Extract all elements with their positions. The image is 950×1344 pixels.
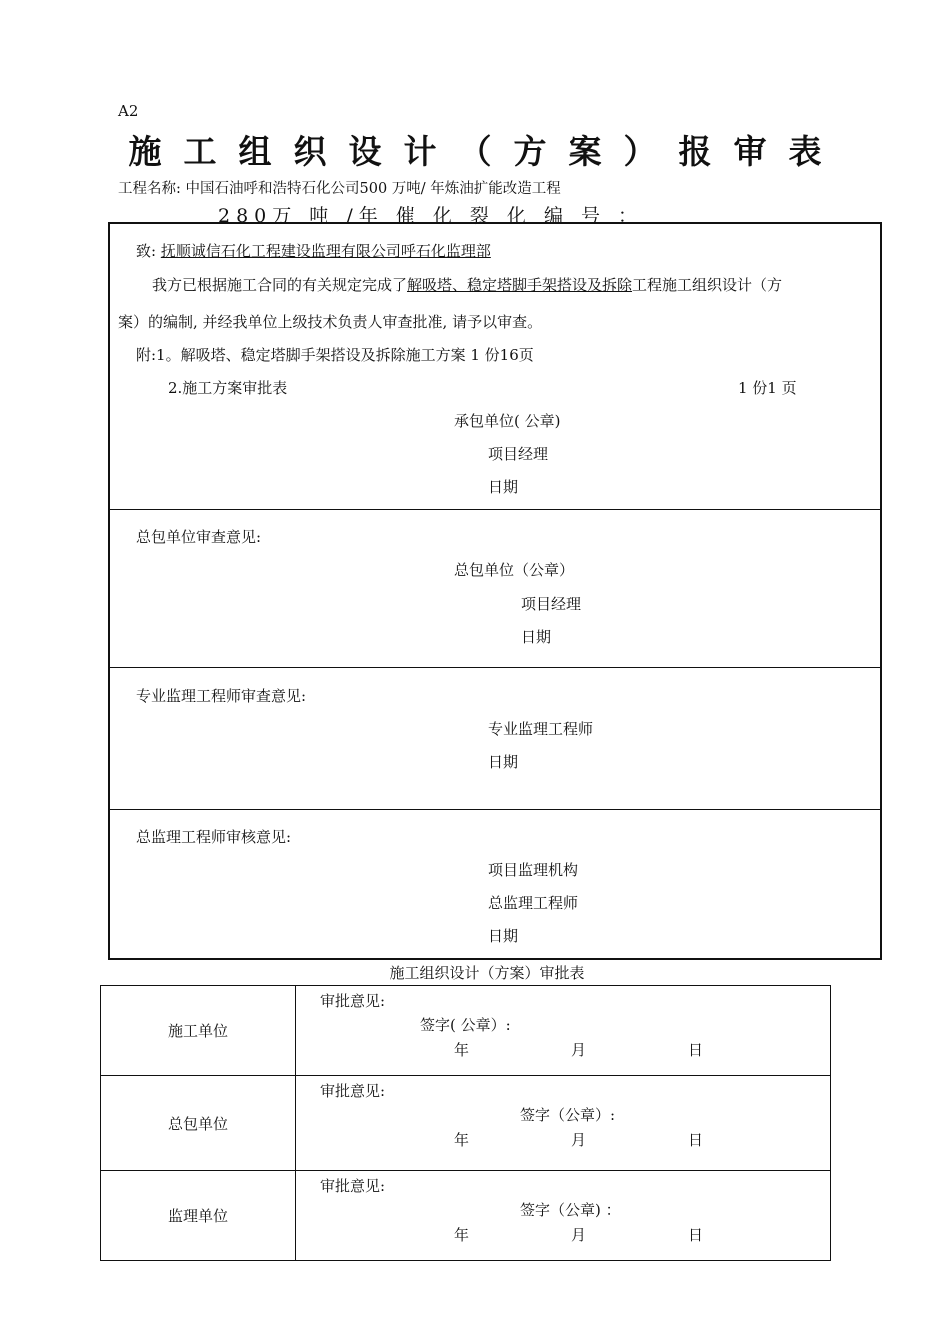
general-contractor-section	[110, 511, 880, 668]
addressee: 抚顺诚信石化工程建设监理有限公司呼石化监理部	[160, 242, 491, 260]
general-contractor-seal: 总包单位（公章）	[454, 561, 575, 579]
date-label: 日期	[488, 478, 519, 496]
specialist-engineer: 专业监理工程师	[488, 720, 594, 738]
unit-cell: 监理单位	[101, 1171, 296, 1261]
month-label: 月	[571, 1226, 587, 1244]
table-row	[101, 1076, 831, 1171]
chief-engineer: 总监理工程师	[488, 894, 579, 912]
date-label: 日期	[488, 753, 519, 771]
approval-table	[100, 985, 831, 1261]
opinion-cell	[296, 1171, 831, 1261]
submission-body: 我方已根据施工合同的有关规定完成了解吸塔、稳定塔脚手架搭设及拆除工程施工组织设计（方	[152, 276, 783, 294]
attachment-2-count: 1 份1 页	[738, 379, 797, 397]
attachment-2: 2.施工方案审批表	[168, 379, 288, 397]
document-code: A2	[118, 102, 139, 120]
month-label: 月	[571, 1041, 587, 1059]
addressee-line: 致: 抚顺诚信石化工程建设监理有限公司呼石化监理部	[136, 242, 491, 260]
signature-label: 签字（公章）:	[520, 1106, 616, 1124]
day-label: 日	[688, 1226, 704, 1244]
submission-body-line2: 案）的编制, 并经我单位上级技术负责人审查批准, 请予以审查。	[118, 313, 543, 331]
specialist-heading: 专业监理工程师审查意见:	[136, 687, 307, 705]
unit-cell: 总包单位	[101, 1076, 296, 1171]
signature-label: 签字（公章) ：	[520, 1201, 621, 1219]
general-contractor-heading: 总包单位审查意见:	[136, 528, 262, 546]
project-manager: 项目经理	[488, 445, 549, 463]
date-label: 日期	[488, 927, 519, 945]
opinion-label: 审批意见:	[320, 1177, 386, 1195]
opinion-label: 审批意见:	[320, 992, 386, 1010]
project-manager: 项目经理	[521, 595, 582, 613]
day-label: 日	[688, 1041, 704, 1059]
project-name-continued: 280万 吨 /年 催 化 裂 化 编 号 ：	[218, 205, 644, 227]
report-form	[108, 222, 882, 960]
supervision-org: 项目监理机构	[488, 861, 579, 879]
table-row	[101, 1171, 831, 1261]
contractor-seal: 承包单位( 公章)	[454, 412, 561, 430]
unit-cell: 施工单位	[101, 986, 296, 1076]
opinion-cell	[296, 1076, 831, 1171]
scheme-name: 解吸塔、稳定塔脚手架搭设及拆除	[407, 276, 633, 294]
opinion-cell	[296, 986, 831, 1076]
attachment-1: 附:1。解吸塔、稳定塔脚手架搭设及拆除施工方案 1 份16页	[136, 346, 534, 364]
submission-section	[110, 224, 880, 510]
specialist-section	[110, 669, 880, 810]
approval-table-title: 施工组织设计（方案）审批表	[389, 964, 585, 982]
page-title: 施工组织设计（方案）报审表	[128, 132, 844, 171]
project-name: 工程名称: 中国石油呼和浩特石化公司500 万吨/ 年炼油扩能改造工程	[118, 181, 561, 197]
date-label: 日期	[521, 628, 552, 646]
year-label: 年	[454, 1041, 470, 1059]
year-label: 年	[454, 1226, 470, 1244]
signature-label: 签字( 公章）:	[420, 1016, 511, 1034]
opinion-label: 审批意见:	[320, 1082, 386, 1100]
year-label: 年	[454, 1131, 470, 1149]
table-row	[101, 986, 831, 1076]
day-label: 日	[688, 1131, 704, 1149]
month-label: 月	[571, 1131, 587, 1149]
chief-heading: 总监理工程师审核意见:	[136, 828, 292, 846]
chief-engineer-section	[110, 811, 880, 958]
